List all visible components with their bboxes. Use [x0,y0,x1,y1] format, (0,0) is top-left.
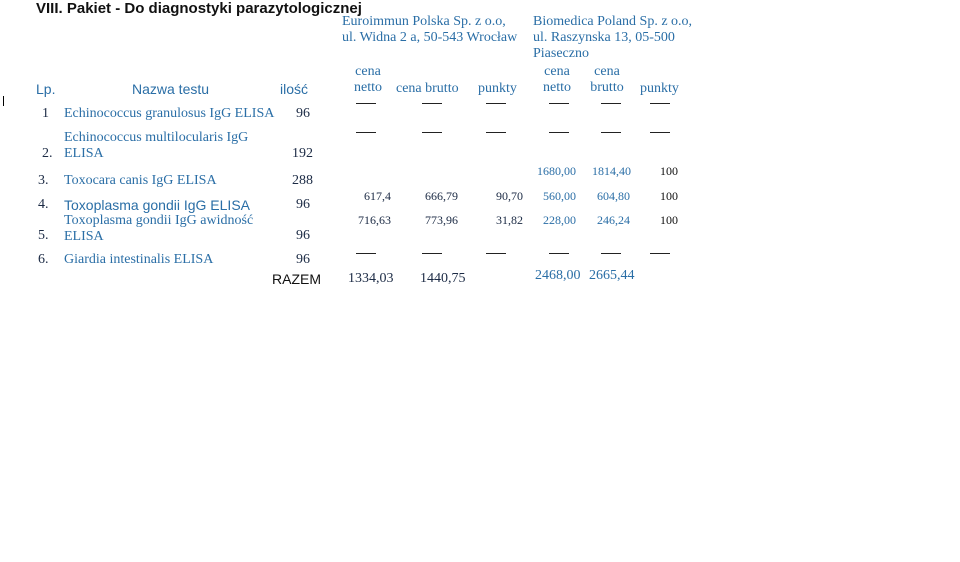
row-3-s2-punkty: 100 [660,164,678,178]
row-2-s2-netto-dash [549,132,569,133]
row-3-name: Toxocara canis IgG ELISA [64,173,217,188]
row-2-s1-brutto-dash [422,132,442,133]
row-1-s1-punkty-dash [486,103,506,104]
row-1-s2-punkty-dash [650,103,670,104]
total-s2-netto: 2468,00 [535,268,581,283]
supplier-1-name: Euroimmun Polska Sp. z o.o, ul. Widna 2 a, 50-543 Wrocław [342,14,518,45]
row-5-s1-punkty: 31,82 [496,213,523,227]
row-6-qty: 96 [296,252,310,267]
header-s1-punkty: punkty [478,81,517,96]
row-2-s2-punkty-dash [650,132,670,133]
margin-marker [3,96,4,106]
header-lp: Lp. [36,81,56,97]
row-5-s2-netto: 228,00 [543,213,576,227]
row-6-s2-punkty-dash [650,253,670,254]
row-6-lp: 6. [38,252,49,267]
row-5-s2-brutto: 246,24 [597,213,630,227]
row-4-qty: 96 [296,197,310,212]
row-4-s1-punkty: 90,70 [496,189,523,203]
row-2-s1-punkty-dash [486,132,506,133]
row-4-s1-brutto: 666,79 [425,189,458,203]
row-1-s1-brutto-dash [422,103,442,104]
row-4-name: Toxoplasma gondii IgG ELISA [64,197,250,213]
header-s1-brutto: cena brutto [396,81,459,96]
row-3-s2-netto: 1680,00 [537,164,576,178]
row-3-s2-brutto: 1814,40 [592,164,631,178]
row-6-s1-punkty-dash [486,253,506,254]
row-3-qty: 288 [292,173,313,188]
row-3-lp: 3. [38,173,49,188]
row-5-lp: 5. [38,228,49,243]
total-label: RAZEM [272,271,321,287]
row-5-s2-punkty: 100 [660,213,678,227]
total-s2-brutto: 2665,44 [589,268,635,283]
row-2-qty: 192 [292,146,313,161]
row-5-s1-brutto: 773,96 [425,213,458,227]
header-name: Nazwa testu [132,81,210,97]
header-s2-brutto: cena brutto [590,64,624,95]
row-1-s1-netto-dash [356,103,376,104]
supplier-2-name: Biomedica Poland Sp. z o.o, ul. Raszynska 13, 05-500 Piaseczno [533,14,693,61]
row-2-s2-brutto-dash [601,132,621,133]
row-5-qty: 96 [296,228,310,243]
header-qty: ilość [280,81,309,97]
row-4-lp: 4. [38,197,49,212]
page-title: VIII. Pakiet - Do diagnostyki parazytologicznej [36,0,362,17]
row-5-name: Toxoplasma gondii IgG awidność ELISA [64,213,254,244]
header-s2-punkty: punkty [640,81,679,96]
row-6-s1-brutto-dash [422,253,442,254]
row-4-s2-punkty: 100 [660,189,678,203]
row-6-name: Giardia intestinalis ELISA [64,252,214,267]
row-4-s1-netto: 617,4 [364,189,391,203]
row-2-s1-netto-dash [356,132,376,133]
row-4-s2-brutto: 604,80 [597,189,630,203]
row-6-s2-brutto-dash [601,253,621,254]
row-5-s1-netto: 716,63 [358,213,391,227]
row-1-lp: 1 [42,106,49,121]
row-6-s2-netto-dash [549,253,569,254]
row-2-lp: 2. [42,146,53,161]
row-1-name: Echinococcus granulosus IgG ELISA [64,106,275,121]
row-6-s1-netto-dash [356,253,376,254]
row-1-s2-brutto-dash [601,103,621,104]
row-2-name: Echinococcus multilocularis IgG ELISA [64,130,249,161]
total-s1-netto: 1334,03 [348,271,394,286]
row-1-qty: 96 [296,106,310,121]
total-s1-brutto: 1440,75 [420,271,466,286]
header-s2-netto: cena netto [543,64,571,95]
header-s1-netto: cena netto [354,64,382,95]
row-4-s2-netto: 560,00 [543,189,576,203]
row-1-s2-netto-dash [549,103,569,104]
